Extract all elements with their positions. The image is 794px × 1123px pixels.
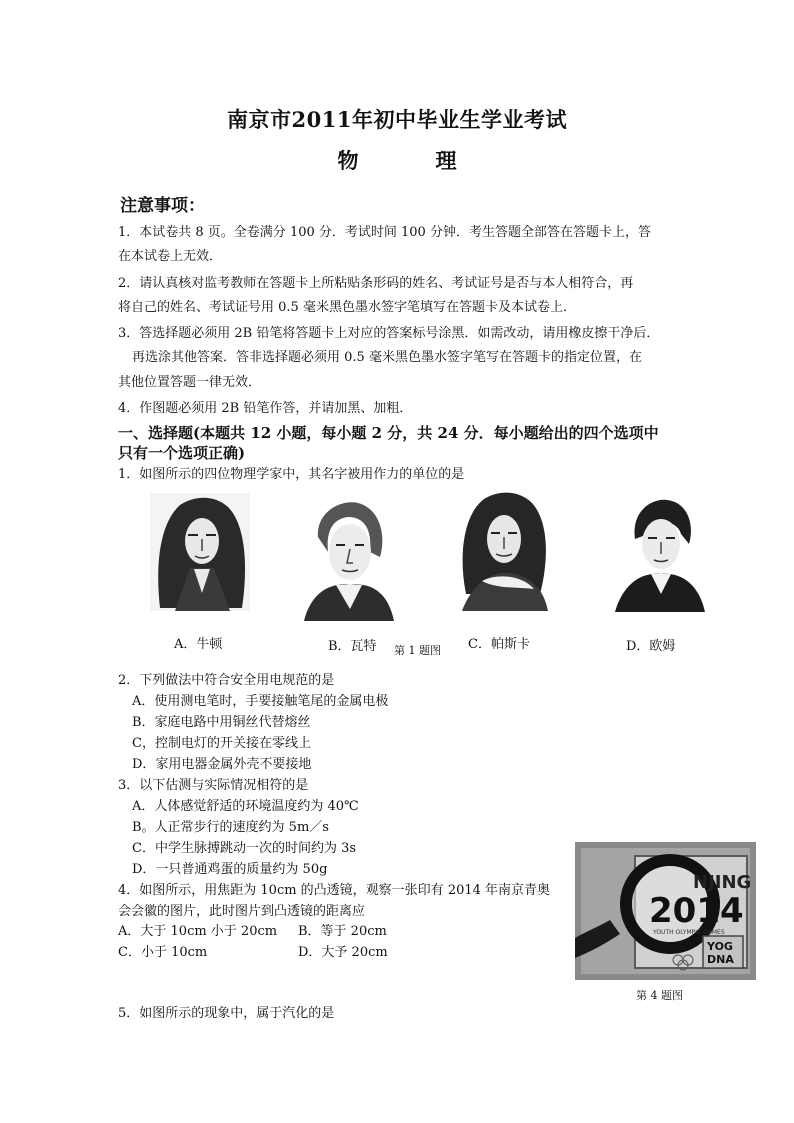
q2-option-a: A．使用测电笔时，手要接触笔尾的金属电极 bbox=[132, 694, 389, 709]
pascal-portrait bbox=[452, 489, 552, 611]
q3-option-c: C．中学生脉搏跳动一次的时间约为 3s bbox=[132, 841, 357, 856]
notice-line: 4．作图题必须用 2B 铅笔作答，并请加黑、加粗． bbox=[118, 401, 413, 416]
notice-heading: 注意事项： bbox=[120, 196, 205, 216]
question-stem: 会会徽的图片，此时图片到凸透镜的距离应 bbox=[118, 904, 366, 919]
watt-portrait bbox=[296, 497, 400, 621]
question-stem: 1．如图所示的四位物理学家中，其名字被用作力的单位的是 bbox=[118, 467, 465, 482]
question-stem: 3．以下估测与实际情况相符的是 bbox=[118, 778, 309, 793]
notice-line: 将自己的姓名、考试证号用 0.5 毫米黑色墨水签字笔填写在答题卡及本试卷上． bbox=[118, 300, 576, 315]
question-stem: 5．如图所示的现象中，属于汽化的是 bbox=[118, 1006, 335, 1021]
q1-option-d: D．欧姆 bbox=[626, 639, 676, 654]
notice-line: 3．答选择题必须用 2B 铅笔将答题卡上对应的答案标号涂黑．如需改动，请用橡皮擦干净后． bbox=[118, 326, 660, 341]
notice-line: 1．本试卷共 8 页。全卷满分 100 分．考试时间 100 分钟．考生答题全部答在答题卡上，答 bbox=[118, 225, 651, 240]
question-stem: 2．下列做法中符合安全用电规范的是 bbox=[118, 673, 335, 688]
section-heading: 一、选择题(本题共 12 小题，每小题 2 分，共 24 分．每小题给出的四个选项中 bbox=[118, 424, 659, 442]
q2-option-d: D．家用电器金属外壳不要接地 bbox=[132, 757, 312, 772]
question-stem: 4．如图所示，用焦距为 10cm 的凸透镜，观察一张印有 2014 年南京青奥 bbox=[118, 883, 551, 898]
q3-option-d: D．一只普通鸡蛋的质量约为 50g bbox=[132, 862, 328, 877]
subject-title: 物 理 bbox=[337, 148, 485, 173]
emblem-text-dna: DNA bbox=[707, 953, 734, 966]
q4-option-b: B．等于 20cm bbox=[298, 924, 387, 939]
q2-option-c: C，控制电灯的开关接在零线上 bbox=[132, 736, 311, 751]
figure-caption: 第 1 题图 bbox=[394, 644, 441, 657]
q1-option-a: A．牛顿 bbox=[174, 637, 223, 652]
emblem-text-year: 2014 bbox=[649, 891, 744, 931]
q4-option-a: A．大于 10cm 小于 20cm bbox=[118, 924, 278, 939]
notice-line: 2．请认真核对监考教师在答题卡上所粘贴条形码的姓名、考试证号是否与本人相符合，再 bbox=[118, 276, 634, 291]
figure-caption: 第 4 题图 bbox=[636, 989, 683, 1002]
notice-line: 再选涂其他答案．答非选择题必须用 0.5 毫米黑色墨水签字笔写在答题卡的指定位置，在 bbox=[132, 350, 642, 365]
q2-option-b: B．家庭电路中用铜丝代替熔丝 bbox=[132, 715, 311, 730]
q1-option-c: C．帕斯卡 bbox=[468, 637, 530, 652]
exam-title: 南京市2011年初中毕业生学业考试 bbox=[227, 107, 567, 132]
newton-portrait bbox=[150, 493, 250, 611]
q1-option-b: B．瓦特 bbox=[328, 639, 377, 654]
q4-figure bbox=[575, 842, 756, 980]
emblem-text-youth: YOUTH OLYMPIC GAMES bbox=[653, 929, 725, 936]
emblem-text-partial: NJING bbox=[693, 872, 752, 893]
q3-option-b: B。人正常步行的速度约为 5m／s bbox=[132, 820, 329, 835]
notice-line: 其他位置答题一律无效． bbox=[118, 375, 262, 390]
section-heading: 只有一个选项正确) bbox=[118, 444, 246, 462]
emblem-text-yog: YOG bbox=[707, 940, 733, 953]
q4-option-c: C．小于 10cm bbox=[118, 945, 208, 960]
ohm-portrait bbox=[611, 494, 709, 612]
q4-option-d: D．大予 20cm bbox=[298, 945, 388, 960]
notice-line: 在本试卷上无效． bbox=[118, 249, 223, 264]
q3-option-a: A．人体感觉舒适的环境温度约为 40℃ bbox=[132, 799, 359, 814]
